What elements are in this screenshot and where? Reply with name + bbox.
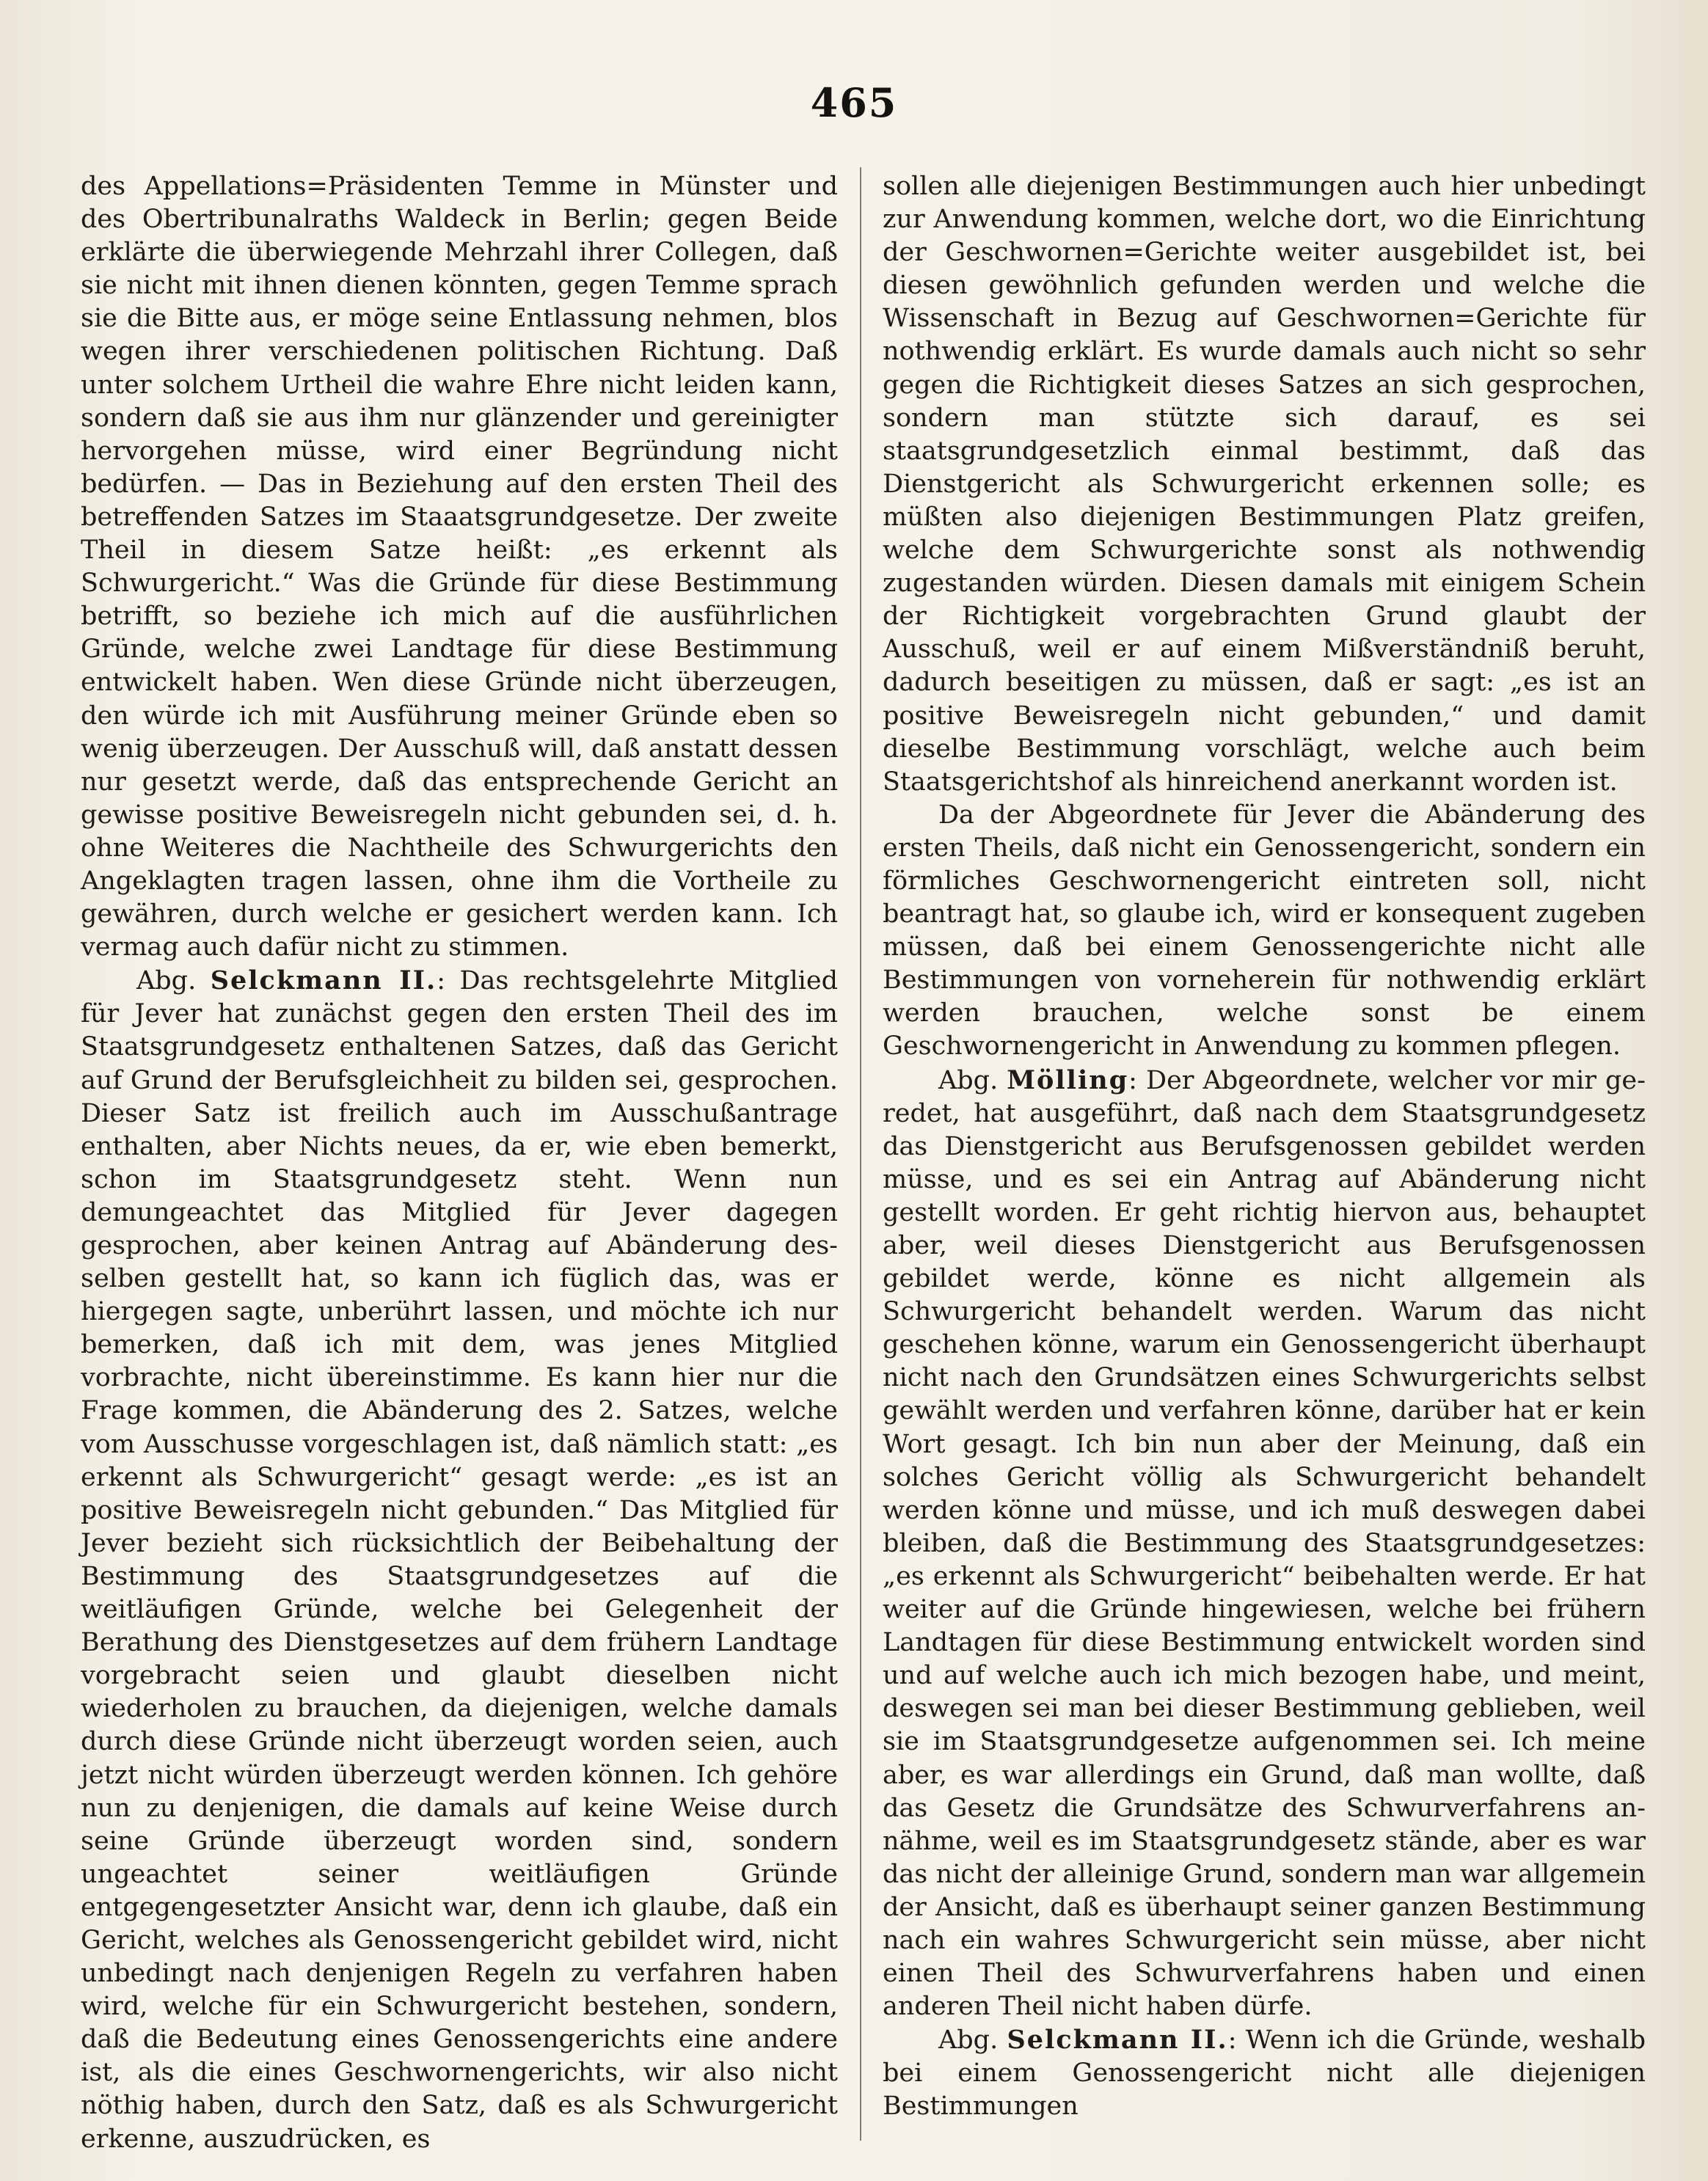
abbreviation-abg: Abg.: [938, 1065, 999, 1095]
speech-paragraph: [883, 1064, 1646, 2024]
speech-paragraph: [81, 964, 838, 2155]
page-number: 465: [810, 79, 898, 126]
paragraph: des Appellations=Präsidenten Temme in Münster und des Obertribunalraths Waldeck in Berlin; gegen Beide erklärte die überwiegende Mehrzahl ihrer Collegen, daß sie nicht mit ihnen dienen könnten, gegen Temme sprach sie die Bitte aus, er möge seine Entlassung nehmen, blos wegen ihrer verschiedenen politischen Richtung. Daß unter solchem Urtheil die wahre Ehre nicht leiden kann, sondern daß sie aus ihm nur glänzender und gereinigter hervorgehen müsse, wird einer Begründung nicht bedürfen. — Das in Beziehung auf den ersten Theil des betreffenden Satzes im Staaatsgrundgesetze. Der zweite Theil in diesem Satze heißt: „es erkennt als Schwurgericht.“ Was die Gründe für diese Bestimmung betrifft, so beziehe ich mich auf die ausführlichen Gründe, welche zwei Landtage für diese Bestimmung entwickelt haben. Wen diese Gründe nicht überzeugen, den würde ich mit Ausführung meiner Gründe eben so wenig überzeugen. Der Ausschuß will, daß anstatt dessen nur gesetzt werde, daß das entsprechende Gericht an gewisse positive Beweisregeln nicht gebunden sei, d. h. ohne Weiteres die Nachtheile des Schwurgerichts den Angeklagten tragen lassen, ohne ihm die Vortheile zu gewähren, durch welche er gesichert werden kann. Ich vermag auch dafür nicht zu stimmen.: [81, 172, 838, 962]
speaker-name: Selckmann II.: [210, 965, 437, 996]
paragraph: sollen alle diejenigen Bestimmungen auch hier unbedingt zur Anwendung kommen, welche dort, wo die Einrichtung der Geschwornen=Gerichte weiter ausgebildet ist, bei diesen gewöhnlich gefunden werden und welche die Wissenschaft in Bezug auf Geschwornen=Gerichte für nothwendig erklärt. Es wurde damals auch nicht so sehr gegen die Richtigkeit dieses Satzes an sich gesprochen, sondern man stützte sich darauf, es sei staatsgrundgesetzlich einmal bestimmt, daß das Dienstgericht als Schwurgericht erkennen solle; es müßten also diejenigen Bestimmungen Platz greifen, welche dem Schwurgerichte sonst als nothwendig zugestanden würden. Diesen damals mit einigem Schein der Richtigkeit vorgebrachten Grund glaubt der Ausschuß, weil er auf einem Mißverständniß beruht, dadurch beseitigen zu müssen, daß er sagt: „es ist an positive Beweisregeln nicht gebunden,“ und damit dieselbe Bestimmung vorschlägt, welche auch beim Staatsgerichtshof als hinreichend anerkannt worden ist.: [883, 172, 1646, 797]
speech-text: : Wenn ich die Gründe, weshalb bei einem Genossengericht nicht alle diejenigen Bestimmungen: [883, 2025, 1646, 2122]
abbreviation-abg: Abg.: [136, 966, 197, 996]
speech-text: : Der Abgeordnete, welcher vor mir geredet, hat ausgeführt, daß nach dem Staatsgrundgesetz das Dienstgericht aus Berufsgenossen gebildet werden müsse, und es sei ein Antrag auf Abänderung nicht gestellt worden. Er geht richtig hiervon aus, behauptet aber, weil dieses Dienstgericht aus Berufsgenossen gebildet werde, könne es nicht allgemein als Schwurgericht behandelt werden. Warum das nicht geschehen könne, warum ein Genossengericht überhaupt nicht nach den Grundsätzen eines Schwurgerichts selbst gewählt werden und verfahren könne, darüber hat er kein Wort gesagt. Ich bin nun aber der Meinung, daß ein solches Gericht völlig als Schwurgericht behandelt werden könne und müsse, und ich muß deswegen dabei bleiben, daß die Bestimmung des Staatsgrundgesetzes: „es erkennt als Schwurgericht“ beibehalten werde. Er hat weiter auf die Gründe hingewiesen, welche bei frühern Landtagen für diese Bestimmung entwickelt worden sind und auf welche auch ich mich bezogen habe, und meint, deswegen sei man bei dieser Bestimmung geblieben, weil sie im Staatsgrundgesetze aufgenommen sei. Ich meine aber, es war allerdings ein Grund, daß man wollte, daß das Gesetz die Grundsätze des Schwurverfahrens annähme, weil es im Staatsgrundgesetz stände, aber es war das nicht der alleinige Grund, sondern man war allgemein der Ansicht, daß es überhaupt seiner ganzen Bestimmung nach ein wahres Schwurgericht sein müsse, aber nicht einen Theil des Schwurverfahrens haben und einen anderen Theil nicht haben dürfe.: [883, 1065, 1646, 2022]
speech-text: : Das rechtsgelehrte Mitglied für Jever hat zunächst gegen den ersten Theil des im Staatsgrundgesetz enthaltenen Satzes, daß das Gericht auf Grund der Berufsgleichheit zu bilden sei, gesprochen. Dieser Satz ist freilich auch im Ausschußantrage enthalten, aber Nichts neues, da er, wie eben bemerkt, schon im Staatsgrundgesetz steht. Wenn nun demungeachtet das Mitglied für Jever dagegen gesprochen, aber keinen Antrag auf Abänderung desselben gestellt hat, so kann ich füglich das, was er hiergegen sagte, unberührt lassen, und möchte ich nur bemerken, daß ich mit dem, was jenes Mitglied vorbrachte, nicht übereinstimme. Es kann hier nur die Frage kommen, die Abänderung des 2. Satzes, welche vom Ausschusse vorgeschlagen ist, daß nämlich statt: „es erkennt als Schwurgericht“ gesagt werde: „es ist an positive Beweisregeln nicht gebunden.“ Das Mitglied für Jever bezieht sich rücksichtlich der Beibehaltung der Bestimmung des Staatsgrundgesetzes auf die weitläufigen Gründe, welche bei Gelegenheit der Berathung des Dienstgesetzes auf dem frühern Landtage vorgebracht seien und glaubt dieselben nicht wiederholen zu brauchen, da diejenigen, welche damals durch diese Gründe nicht überzeugt worden seien, auch jetzt nicht würden überzeugt werden können. Ich gehöre nun zu denjenigen, die damals auf keine Weise durch seine Gründe überzeugt worden sind, sondern ungeachtet seiner weitläufigen Gründe entgegengesetzter Ansicht war, denn ich glaube, daß ein Gericht, welches als Genossengericht gebildet wird, nicht unbedingt nach denjenigen Regeln zu verfahren haben wird, welche für ein Schwurgericht bestehen, sondern, daß die Bedeutung eines Genossengerichts eine andere ist, als die eines Geschwornengerichts, wir also nicht nöthig haben, durch den Satz, daß es als Schwurgericht erkenne, auszudrücken, es: [81, 966, 838, 2154]
paragraph: Da der Abgeordnete für Jever die Abänderung des ersten Theils, daß nicht ein Genossengericht, sondern ein förmliches Geschwornengericht eintreten soll, nicht beantragt hat, so glaube ich, wird er konsequent zugeben müssen, daß bei einem Genossengerichte nicht alle Bestimmungen von vorneherein für nothwendig erklärt werden brauchen, welche sonst be einem Geschwornengericht in Anwendung zu kommen pflegen.: [883, 800, 1646, 1062]
right-column: [883, 170, 1646, 2124]
speaker-name: Mölling: [1007, 1064, 1129, 1095]
speaker-name: Selckmann II.: [1007, 2025, 1228, 2056]
column-divider: [860, 167, 861, 2141]
speech-paragraph: [883, 2023, 1646, 2123]
abbreviation-abg: Abg.: [938, 2025, 999, 2056]
left-column: [81, 170, 838, 2156]
